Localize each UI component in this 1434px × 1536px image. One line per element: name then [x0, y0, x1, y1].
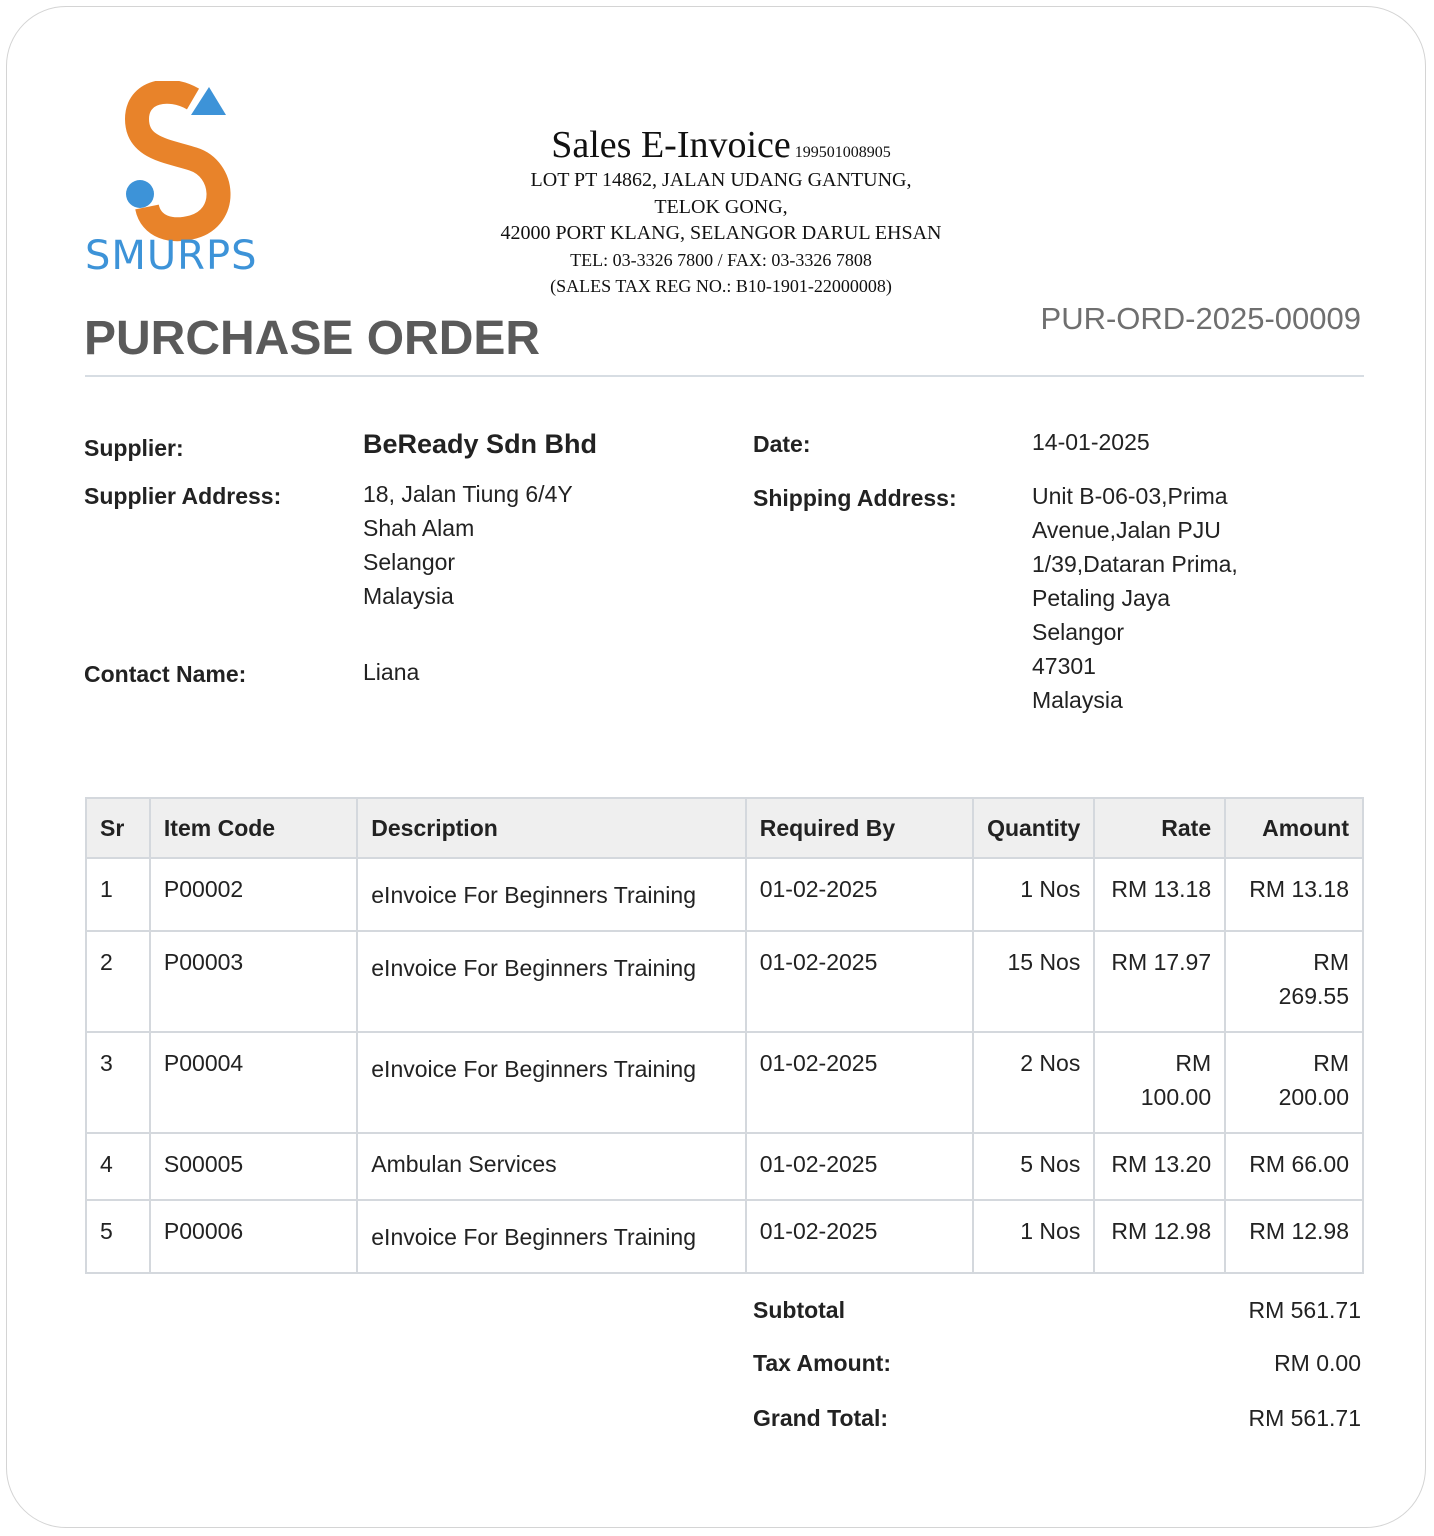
tax-amount-label: Tax Amount: [753, 1350, 891, 1376]
cell-item-code: P00003 [150, 931, 357, 1032]
address-line: Selangor [363, 549, 456, 575]
cell-sr: 3 [86, 1032, 150, 1133]
shipping-address [1032, 479, 1238, 717]
cell-quantity: 2 Nos [973, 1032, 1094, 1133]
company-header [441, 123, 1001, 300]
address-line: Unit B-06-03,Prima [1032, 483, 1228, 509]
cell-quantity: 1 Nos [973, 858, 1094, 931]
contact-name: Liana [363, 659, 420, 685]
cell-amount: RM 12.98 [1225, 1200, 1363, 1273]
grand-total-label: Grand Total: [753, 1405, 889, 1431]
cell-rate: RM 12.98 [1094, 1200, 1225, 1273]
cell-amount: RM 269.55 [1225, 931, 1363, 1032]
cell-required-by: 01-02-2025 [746, 1200, 973, 1273]
cell-description: eInvoice For Beginners Training [357, 1032, 745, 1133]
column-header-rate: Rate [1094, 798, 1225, 858]
cell-item-code: P00006 [150, 1200, 357, 1273]
address-line: Malaysia [363, 583, 454, 609]
po-number: PUR-ORD-2025-00009 [1040, 301, 1361, 336]
table-row [86, 1200, 1363, 1273]
tax-amount-value: RM 0.00 [1274, 1350, 1361, 1376]
subtotal-value: RM 561.71 [1248, 1297, 1361, 1323]
cell-rate: RM 13.18 [1094, 858, 1225, 931]
table-row [86, 1032, 1363, 1133]
subtotal-label: Subtotal [753, 1297, 845, 1323]
address-line: Avenue,Jalan PJU [1032, 517, 1221, 543]
company-address-line: LOT PT 14862, JALAN UDANG GANTUNG, [530, 169, 912, 191]
supplier-address-label: Supplier Address: [84, 483, 282, 509]
cell-item-code: P00002 [150, 858, 357, 931]
address-line: Malaysia [1032, 687, 1123, 713]
company-tax-reg: (SALES TAX REG NO.: B10-1901-22000008) [550, 276, 892, 296]
cell-description: Ambulan Services [357, 1133, 745, 1200]
cell-rate: RM 13.20 [1094, 1133, 1225, 1200]
cell-description: eInvoice For Beginners Training [357, 858, 745, 931]
company-address-line: 42000 PORT KLANG, SELANGOR DARUL EHSAN [500, 222, 942, 244]
contact-label: Contact Name: [84, 661, 247, 687]
company-reg-no: 199501008905 [794, 144, 891, 161]
cell-required-by: 01-02-2025 [746, 1133, 973, 1200]
date-label: Date: [753, 431, 811, 457]
column-header-amount: Amount [1225, 798, 1363, 858]
table-row [86, 858, 1363, 931]
column-header-item-code: Item Code [150, 798, 357, 858]
cell-required-by: 01-02-2025 [746, 931, 973, 1032]
cell-quantity: 5 Nos [973, 1133, 1094, 1200]
company-name: Sales E-Invoice [551, 124, 791, 166]
cell-rate: RM 17.97 [1094, 931, 1225, 1032]
supplier-address [363, 477, 573, 613]
cell-quantity: 15 Nos [973, 931, 1094, 1032]
page-title: PURCHASE ORDER [84, 312, 541, 365]
cell-description: eInvoice For Beginners Training [357, 931, 745, 1032]
cell-amount: RM 200.00 [1225, 1032, 1363, 1133]
cell-rate: RM 100.00 [1094, 1032, 1225, 1133]
shipping-address-label: Shipping Address: [753, 485, 957, 511]
company-phone-fax: TEL: 03-3326 7800 / FAX: 03-3326 7808 [570, 249, 872, 270]
column-header-sr: Sr [86, 798, 150, 858]
document-page [6, 6, 1426, 1528]
cell-sr: 1 [86, 858, 150, 931]
column-header-description: Description [357, 798, 745, 858]
column-header-required-by: Required By [746, 798, 973, 858]
cell-required-by: 01-02-2025 [746, 1032, 973, 1133]
address-line: Shah Alam [363, 515, 475, 541]
address-line: Petaling Jaya [1032, 585, 1171, 611]
cell-amount: RM 66.00 [1225, 1133, 1363, 1200]
cell-sr: 2 [86, 931, 150, 1032]
divider [85, 375, 1364, 377]
cell-amount: RM 13.18 [1225, 858, 1363, 931]
supplier-label: Supplier: [84, 435, 184, 461]
items-table [85, 797, 1364, 1274]
supplier-name: BeReady Sdn Bhd [363, 429, 598, 459]
column-header-quantity: Quantity [973, 798, 1094, 858]
address-line: Selangor [1032, 619, 1125, 645]
grand-total-value: RM 561.71 [1248, 1405, 1361, 1431]
address-line: 47301 [1032, 653, 1096, 679]
cell-quantity: 1 Nos [973, 1200, 1094, 1273]
logo-wordmark: SMURPS [85, 233, 258, 279]
table-header-row [86, 798, 1363, 858]
order-date: 14-01-2025 [1032, 429, 1150, 455]
cell-item-code: P00004 [150, 1032, 357, 1133]
cell-required-by: 01-02-2025 [746, 858, 973, 931]
company-address-line: TELOK GONG, [654, 195, 788, 218]
address-line: 18, Jalan Tiung 6/4Y [363, 481, 573, 507]
cell-description: eInvoice For Beginners Training [357, 1200, 745, 1273]
cell-item-code: S00005 [150, 1133, 357, 1200]
cell-sr: 5 [86, 1200, 150, 1273]
address-line: 1/39,Dataran Prima, [1032, 551, 1238, 577]
cell-sr: 4 [86, 1133, 150, 1200]
table-row [86, 931, 1363, 1032]
table-row [86, 1133, 1363, 1200]
